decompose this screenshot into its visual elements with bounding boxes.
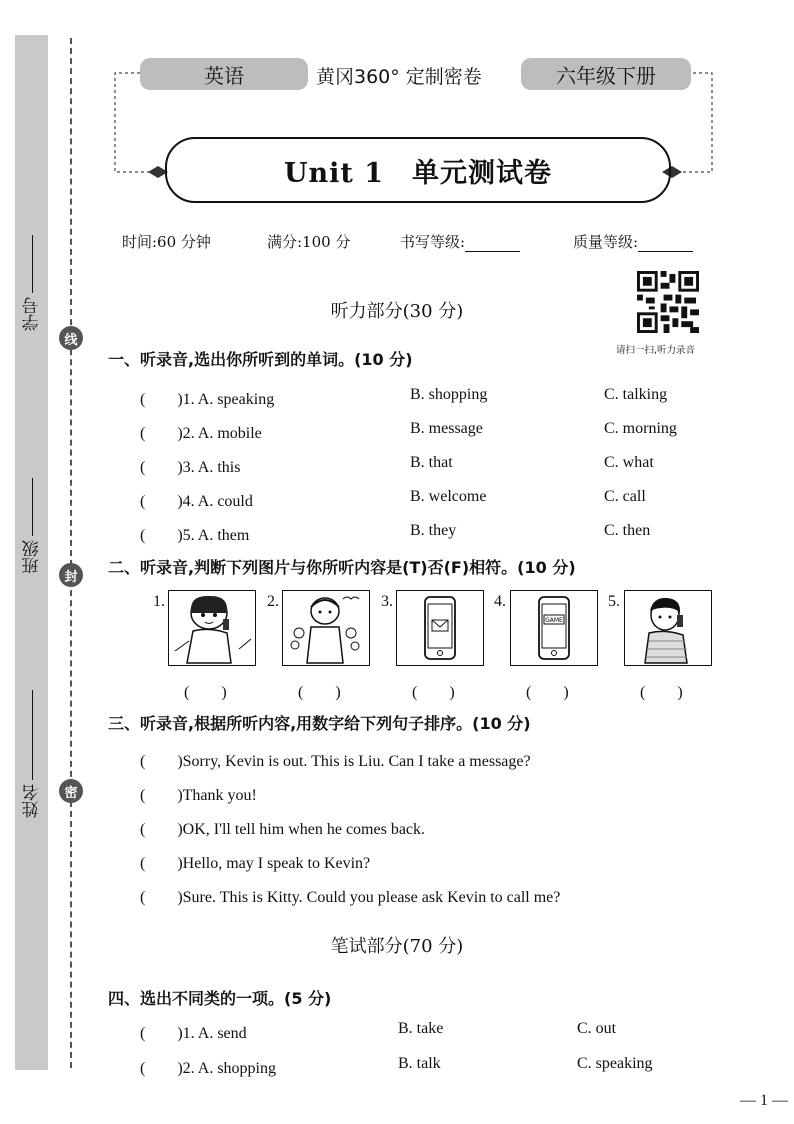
pic3-phone-message [396, 590, 484, 666]
q1-row1-c: C. talking [604, 386, 668, 403]
writing-heading: 笔试部分(70 分) [330, 936, 464, 957]
listening-heading: 听力部分(30 分) [330, 301, 464, 322]
pic4-number: 4. [494, 593, 506, 610]
grade-pill: 六年级下册 [521, 58, 691, 90]
q4-row2-c: C. speaking [577, 1055, 653, 1072]
student-id-text: 学号 [22, 297, 43, 331]
info-quality-grade [573, 231, 693, 252]
q2-title: 二、听录音,判断下列图片与你所听内容是(T)否(F)相符。(10 分) [108, 558, 576, 577]
brand-text: 黄冈360° 定制密卷 [316, 66, 482, 88]
pic2-number: 2. [267, 593, 279, 610]
q4-row1-a: ( )1. A. send [140, 1025, 247, 1042]
page-number: — 1 — [740, 1092, 788, 1109]
q1-row1-a: ( )1. A. speaking [140, 391, 275, 408]
q1-row4-a: ( )4. A. could [140, 493, 253, 510]
phone-message-icon [397, 591, 483, 665]
q1-row3-c: C. what [604, 454, 654, 471]
title-frame [165, 137, 671, 203]
q1-row3-b: B. that [410, 454, 453, 471]
qr-caption: 请扫一扫,听力录音 [616, 345, 696, 356]
q1-row2-a: ( )2. A. mobile [140, 425, 262, 442]
seal-feng: 封 [59, 563, 83, 587]
phone-game-icon [511, 591, 597, 665]
q4-row2-b: B. talk [398, 1055, 441, 1072]
name-label [18, 690, 46, 818]
q1-row5-a: ( )5. A. them [140, 527, 250, 544]
q1-row2-b: B. message [410, 420, 483, 437]
subject-pill: 英语 [140, 58, 308, 90]
q1-row4-c: C. call [604, 488, 646, 505]
pic1-answer: ( ) [184, 684, 227, 701]
pic5-number: 5. [608, 593, 620, 610]
pic2-answer: ( ) [298, 684, 341, 701]
q4-row1-b: B. take [398, 1020, 444, 1037]
q3-row1: ( )Sorry, Kevin is out. This is Liu. Can I take a message? [140, 753, 531, 770]
name-text: 姓名 [22, 784, 43, 818]
girl-on-phone-icon [169, 591, 255, 665]
pic4-answer: ( ) [526, 684, 569, 701]
student-id-blank [31, 235, 33, 293]
seal-xian: 线 [59, 326, 83, 350]
pic3-answer: ( ) [412, 684, 455, 701]
q3-title: 三、听录音,根据所听内容,用数字给下列句子排序。(10 分) [108, 714, 531, 733]
quality-grade-blank [638, 237, 693, 252]
quality-grade-label: 质量等级: [573, 233, 639, 251]
q1-row3-a: ( )3. A. this [140, 459, 241, 476]
q4-title: 四、选出不同类的一项。(5 分) [108, 989, 332, 1008]
q1-row1-b: B. shopping [410, 386, 488, 403]
pic1-number: 1. [153, 593, 165, 610]
seal-mi: 密 [59, 779, 83, 803]
q3-row3: ( )OK, I'll tell him when he comes back. [140, 821, 426, 838]
writing-grade-label: 书写等级: [400, 233, 466, 251]
q3-row4: ( )Hello, may I speak to Kevin? [140, 855, 371, 872]
info-time: 时间:60 分钟 [122, 233, 211, 251]
info-full-score: 满分:100 分 [267, 233, 351, 251]
pic1-girl-phone [168, 590, 256, 666]
q1-row2-c: C. morning [604, 420, 677, 437]
pic2-boy-flowers [282, 590, 370, 666]
boy-on-phone-icon [625, 591, 711, 665]
class-text: 班级 [22, 540, 43, 574]
pic3-number: 3. [381, 593, 393, 610]
q1-title: 一、听录音,选出你所听到的单词。(10 分) [108, 350, 413, 369]
q1-row5-b: B. they [410, 522, 457, 539]
q3-row2: ( )Thank you! [140, 787, 257, 804]
pic4-phone-game [510, 590, 598, 666]
q4-row1-c: C. out [577, 1020, 617, 1037]
pic5-answer: ( ) [640, 684, 683, 701]
game-screen-text: GAME [545, 617, 563, 624]
q1-row4-b: B. welcome [410, 488, 487, 505]
class-label [18, 478, 46, 574]
name-blank [31, 690, 33, 780]
q3-row5: ( )Sure. This is Kitty. Could you please ask Kevin to call me? [140, 889, 561, 906]
writing-grade-blank [465, 237, 520, 252]
page-title: Unit 1 单元测试卷 [283, 157, 553, 189]
q4-row2-a: ( )2. A. shopping [140, 1060, 277, 1077]
q1-row5-c: C. then [604, 522, 651, 539]
class-blank [31, 478, 33, 536]
boy-with-flowers-icon [283, 591, 369, 665]
pic5-boy-phone [624, 590, 712, 666]
info-writing-grade [400, 231, 520, 252]
